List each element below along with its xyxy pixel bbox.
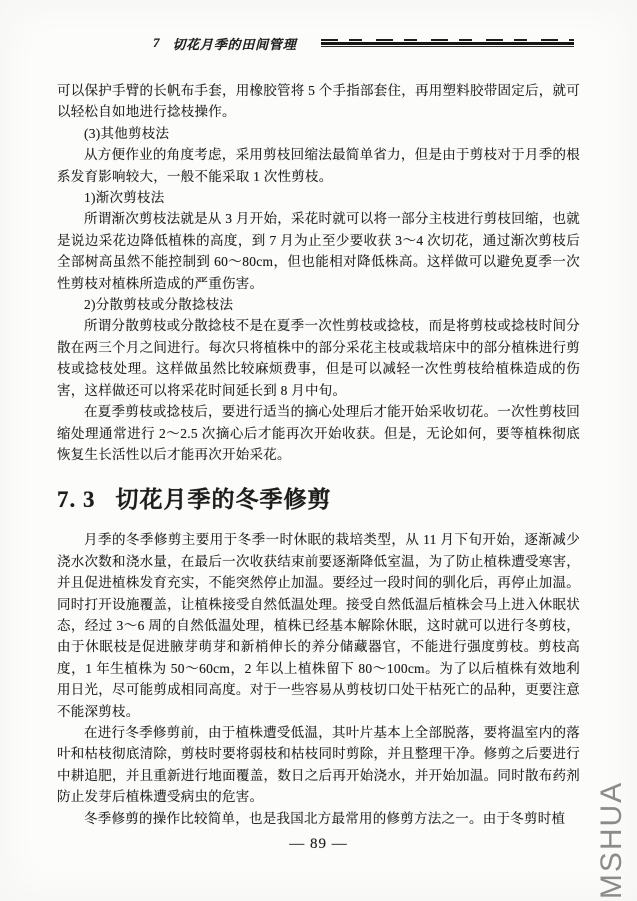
chapter-number: 7 <box>153 35 161 50</box>
paragraph: 从方便作业的角度考虑，采用剪枝回缩法最简单省力，但是由于剪枝对于月季的根系发育影响较大，一般不能采取 1 次性剪枝。 <box>57 147 580 184</box>
section-number: 7. 3 <box>57 487 96 513</box>
paragraph-subheading: 1)渐次剪枝法 <box>84 190 165 206</box>
paragraph: 可以保护手臂的长帆布手套，用橡胶管将 5 个手指部套住，再用塑料胶带固定后，就可以轻松自如地进行捻枝操作。 <box>57 83 580 120</box>
header-rule-thick-line <box>321 42 574 45</box>
paragraph-subheading: (3)其他剪枝法 <box>84 125 170 141</box>
paragraph: 冬季修剪的操作比较简单，也是我国北方最常用的修剪方法之一。由于冬剪时植 <box>84 810 566 826</box>
watermark: MSHUA <box>595 780 628 900</box>
header-rule <box>321 39 574 47</box>
paragraph-subheading: 2)分散剪枝或分散捻枝法 <box>84 297 234 313</box>
running-header <box>153 34 580 52</box>
paragraph: 月季的冬季修剪主要用于冬季一时休眠的栽培类型，从 11 月下旬开始，逐渐减少浇水次数和浇水量，在最后一次收获结束前要逐渐降低室温，为了防止植株遭受寒害，并且促进植株发育充实，不能突然停止加温。要经过一段时间的驯化后，再停止加温。同时打开设施覆盖，让植株接受自然低温处理。接受自然低温后植株会马上进入休眠状态，经过 3～6 周的自然低温处理，植株已经基本解除休眠，这时就可以进行冬剪枝，由于休眠枝是促进腋芽萌芽和新梢伸长的养分储藏器官，不能进行强度剪枝。剪枝高度，1 年生植株为 50～60cm，2 年以上植株留下 80～100cm。为了以后植株有效地利用日光，尽可能剪成相同高度。对于一些容易从剪枝切口处干枯死亡的品种，更要注意不能深剪枝。 <box>57 532 580 719</box>
paragraph: 在进行冬季修剪前，由于植株遭受低温，其叶片基本上全部脱落，要将温室内的落叶和枯枝彻底清除，剪枝时要将弱枝和枯枝同时剪除，并且整理干净。修剪之后要进行中耕追肥，并且重新进行地面覆盖，数日之后再开始浇水，并开始加温。同时散布药剂防止发芽后植株遭受病虫的危害。 <box>57 724 580 805</box>
paragraph: 所谓分散剪枝或分散捻枝不是在夏季一次性剪枝或捻枝，而是将剪枝或捻枝时间分散在两三个月之间进行。每次只将植株中的部分采花主枝或栽培床中的部分植株进行剪枝或捻枝处理。这样做虽然比较麻烦费事，但是可以减轻一次性剪枝给植株造成的伤害，这样做还可以将采花时间延长到 8 月中旬。 <box>57 318 580 398</box>
paragraph: 在夏季剪枝或捻枝后，要进行适当的摘心处理后才能开始采收切花。一次性剪枝回缩处理通常进行 2～2.5 次摘心后才能再次开始收获。但是，无论如何，要等植株彻底恢复生长活性以后才能再次开始采花。 <box>57 404 580 462</box>
header-rule-thin-line <box>321 46 574 47</box>
page-number: — 89 — <box>289 836 348 852</box>
paragraph: 所谓渐次剪枝法就是从 3 月开始，采花时就可以将一部分主枝进行剪枝回缩，也就是说边采花边降低植株的高度，到 7 月为止至少要收获 3～4 次切花，通过渐次剪枝后全部树高虽然不能控制到 60～80cm，但也能相对降低株高。这样做可以避免夏季一次性剪枝对植株所造成的严重伤害。 <box>57 211 580 291</box>
section-heading <box>57 481 580 514</box>
section-title: 切花月季的冬季修剪 <box>115 487 332 513</box>
chapter-title: 切花月季的田间管理 <box>172 36 297 52</box>
header-rule-dashes <box>321 39 574 41</box>
